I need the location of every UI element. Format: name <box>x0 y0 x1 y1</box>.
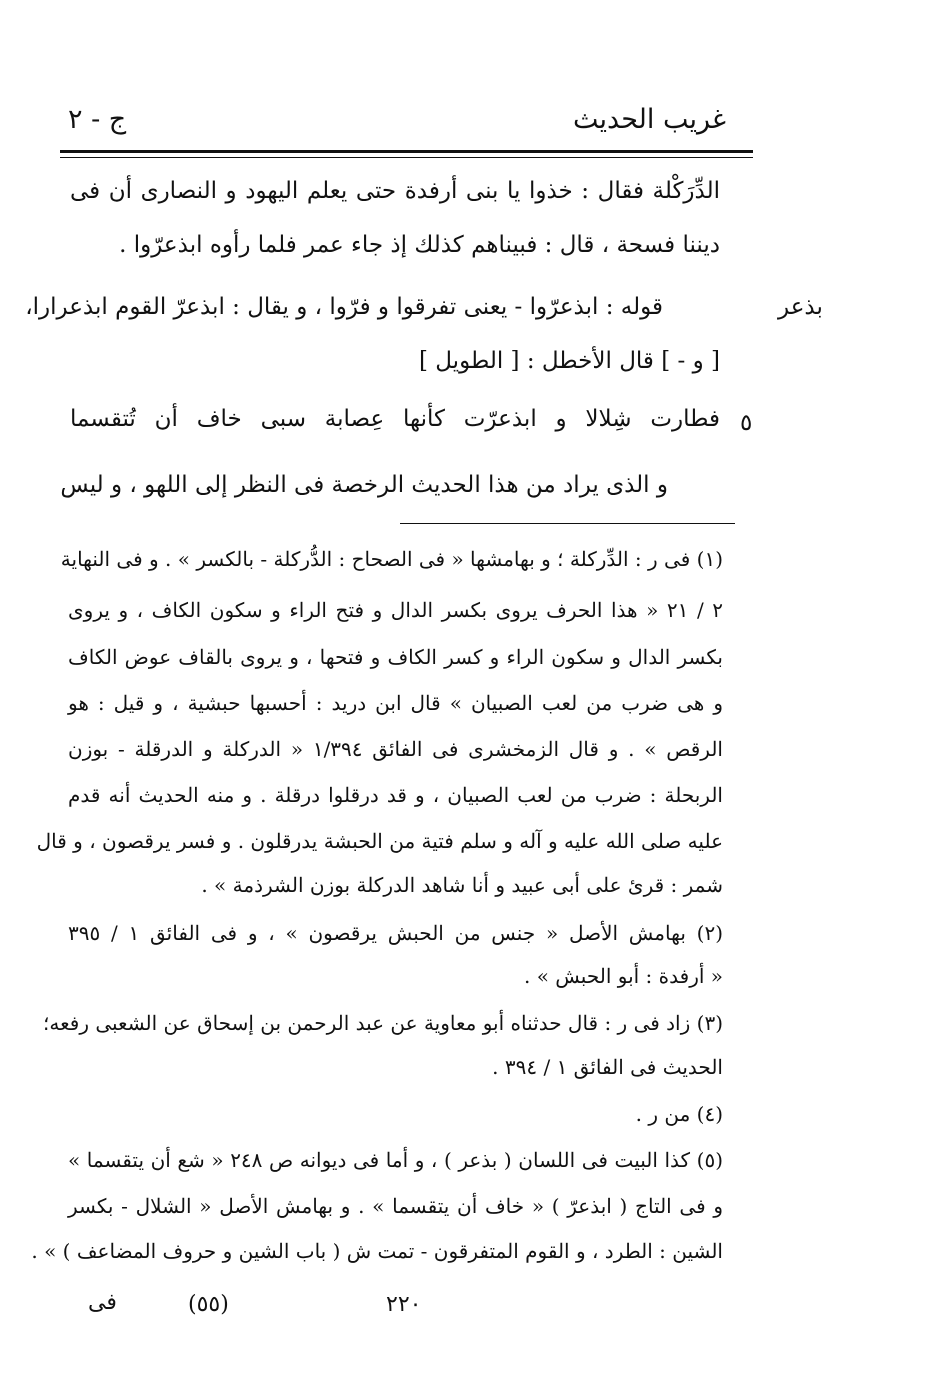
footnote-line-3: بكسر الدال و سكون الراء و كسر الكاف و فتحها ، و يروى بالقاف عوض الكاف <box>68 645 723 669</box>
main-text-final-line: و الذى يراد من هذا الحديث الرخصة فى النظر إلى اللهو ، و ليس <box>60 472 668 498</box>
footnote-line-2: ٢ / ٢١ « هذا الحرف يروى بكسر الدال و فتح الراء و سكون الكاف ، و يروى <box>68 598 723 622</box>
footnote-line-5: الرقص » . و قال الزمخشرى فى الفائق ١/٣٩٤ « الدركلة و الدرقلة - بوزن <box>68 737 723 761</box>
footnote-line-8: شمر : قرئ على أبى عبيد و أنا شاهد الدركلة بوزن الشرذمة » . <box>201 873 723 897</box>
header-rule-thin <box>60 157 753 158</box>
page-number: ٢٢٠ <box>386 1292 422 1317</box>
signature-mark: (٥٥) <box>188 1292 229 1317</box>
footnote-line-15: و فى التاج ( ابذعرّ ) « خاف أن يتقسما » . و بهامش الأصل « الشلال - بكسر <box>68 1194 723 1218</box>
footnote-line-11: (٣) زاد فى ر : قال حدثناه أبو معاوية عن عبد الرحمن بن إسحاق عن الشعبى رفعه؛ <box>43 1011 723 1035</box>
margin-keyword: بذعر <box>778 294 823 320</box>
footnote-line-1: (١) فى ر : الدِّركلة ؛ و بهامشها « فى الصحاح : الدُّركلة - بالكسر » . و فى النهاية <box>60 547 723 571</box>
footnote-line-10: « أرفدة : أبو الحبش » . <box>523 964 723 988</box>
verse-number: ٥ <box>740 410 753 436</box>
footnote-line-6: الربحلة : ضرب من لعب الصبيان ، و قد درقلوا درقلة . و منه الحديث أنه قدم <box>68 783 723 807</box>
footnote-line-14: (٥) كذا البيت فى اللسان ( بذعر ) ، و أما فى ديوانه ص ٢٤٨ « شع أن يتقسما » <box>68 1148 723 1172</box>
main-text-line-1: الدِّرَكْلة فقال : خذوا يا بنى أرفدة حتى يعلم اليهود و النصارى أن فى <box>70 178 720 204</box>
footnote-separator <box>400 523 735 524</box>
footnote-line-4: و هى ضرب من لعب الصبيان » قال ابن دريد : أحسبها حبشية ، و قيل : هو <box>68 691 723 715</box>
running-title: غريب الحديث <box>573 104 726 135</box>
header-rule-thick <box>60 150 753 153</box>
volume-number: ج - ٢ <box>68 104 127 135</box>
commentary-line-2: [ و - ] قال الأخطل : [ الطويل ] <box>418 348 720 374</box>
footnote-line-13: (٤) من ر . <box>635 1102 723 1126</box>
commentary-line-1: قوله : ابذعرّوا - يعنى تفرقوا و فرّوا ، و يقال : ابذعرّ القوم ابذعرارا، <box>25 294 663 320</box>
verse-line: فطارت شِلالا و ابذعرّت كأنها عِصابة سبى خاف أن تُتقسما <box>70 406 720 432</box>
footnote-line-16: الشين : الطرد ، و القوم المتفرقون - تمت ش ( باب الشين و حروف المضاعف ) » . <box>31 1239 723 1263</box>
main-text-line-2: ديننا فسحة ، قال : فبيناهم كذلك إذ جاء عمر فلما رأوه ابذعرّوا . <box>119 232 720 258</box>
footnote-line-12: الحديث فى الفائق ١ / ٣٩٤ . <box>492 1055 723 1079</box>
catchword: فى <box>88 1290 117 1315</box>
footnote-line-7: عليه صلى الله عليه و آله و سلم فتية من الحبشة يدرقلون . و فسر يرقصون ، و قال <box>36 829 723 853</box>
footnote-line-9: (٢) بهامش الأصل « جنس من الحبش يرقصون » ، و فى الفائق ١ / ٣٩٥ <box>68 921 724 945</box>
